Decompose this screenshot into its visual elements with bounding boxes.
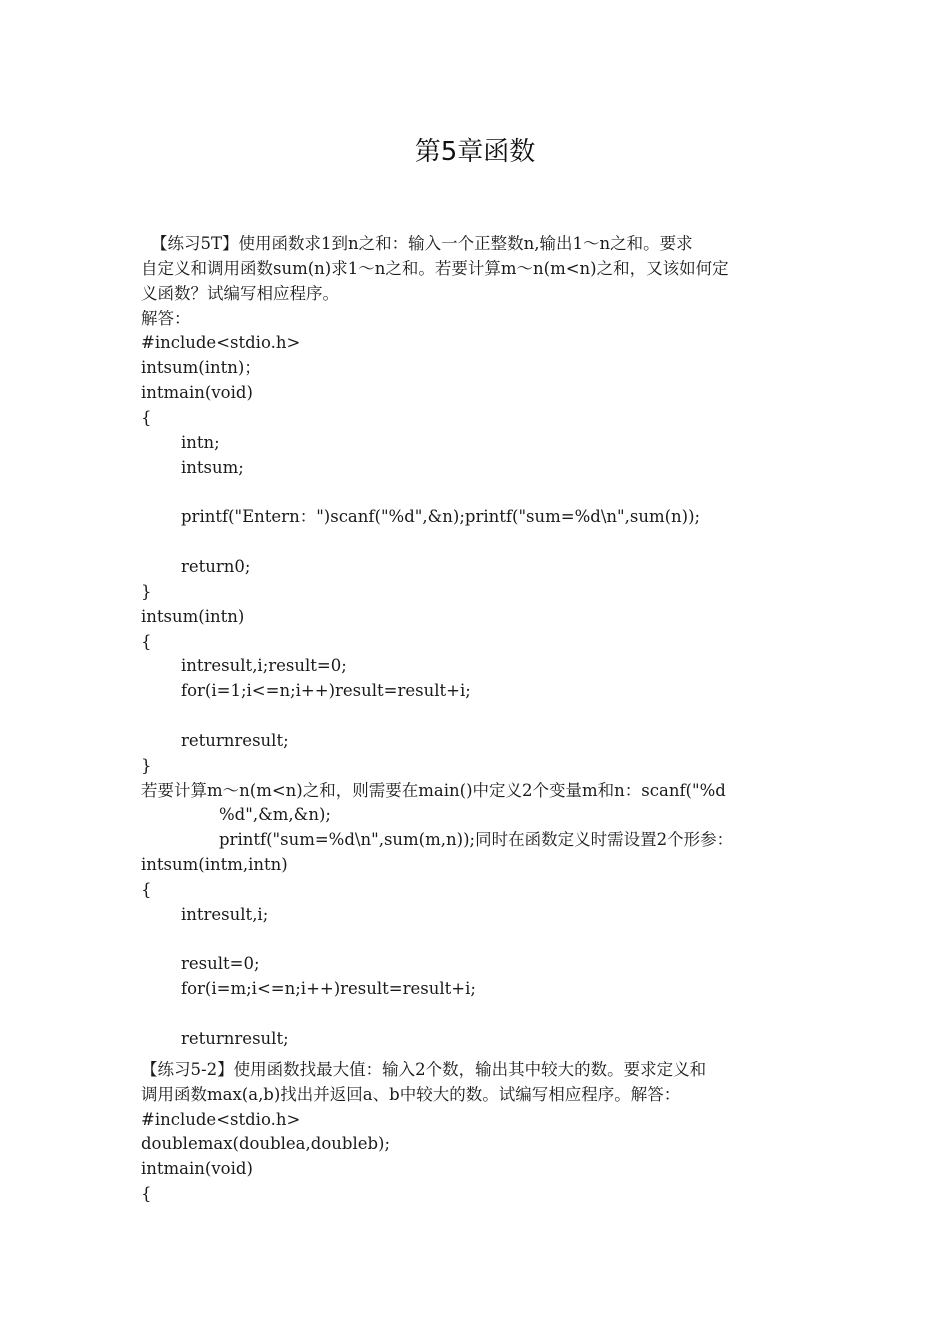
document-body bbox=[141, 232, 809, 1207]
exercise-2-statement-line-1: 【练习5-2】使用函数找最大值：输入2个数，输出其中较大的数。要求定义和 bbox=[141, 1059, 707, 1079]
code-line: #include<stdio.h> bbox=[141, 1109, 301, 1129]
exercise-2-statement-line-2: 调用函数max(a,b)找出并返回a、b中较大的数。试编写相应程序。解答： bbox=[141, 1084, 681, 1104]
blank-line bbox=[141, 928, 809, 953]
code-line: { bbox=[141, 631, 152, 651]
note-line-2: %d",&m,&n); bbox=[219, 805, 331, 825]
code-line: intsum(intm,intn) bbox=[141, 855, 288, 875]
code-line: returnresult; bbox=[181, 1029, 289, 1048]
code-line: intsum(intn)； bbox=[141, 358, 261, 378]
code-line: doublemax(doublea,doubleb); bbox=[141, 1134, 391, 1154]
blank-line bbox=[141, 530, 809, 555]
code-line: returnresult; bbox=[181, 730, 289, 750]
exercise-1-statement-line-3: 义函数？试编写相应程序。 bbox=[141, 283, 339, 303]
code-line: result=0; bbox=[181, 954, 260, 974]
code-line: for(i=1;i<=n;i++)result=result+i; bbox=[181, 681, 471, 701]
code-line: { bbox=[141, 879, 152, 899]
code-line: } bbox=[141, 581, 152, 601]
code-line: { bbox=[141, 1184, 152, 1204]
answer-label: 解答： bbox=[141, 308, 191, 328]
code-line: printf("Entern：")scanf("%d",&n);printf("sum=%d\n",sum(n)); bbox=[181, 507, 701, 527]
note-line-1: 若要计算m〜n(m<n)之和，则需要在main()中定义2个变量m和n：scanf("%d bbox=[141, 780, 726, 800]
code-line: intsum(intn) bbox=[141, 606, 245, 626]
code-line: { bbox=[141, 407, 152, 427]
code-line: intmain(void) bbox=[141, 1159, 253, 1179]
code-line: intresult,i;result=0; bbox=[181, 656, 347, 676]
code-line: for(i=m;i<=n;i++)result=result+i; bbox=[181, 979, 476, 999]
blank-line bbox=[141, 480, 809, 505]
code-line: intn; bbox=[181, 432, 220, 452]
chapter-title: 第5章函数 bbox=[414, 137, 536, 167]
code-line: intresult,i; bbox=[181, 904, 269, 924]
note-line-3: printf("sum=%d\n",sum(m,n));同时在函数定义时需设置2个形参： bbox=[219, 830, 734, 850]
exercise-1-statement-line-1: 【练习5T】使用函数求1到n之和：输入一个正整数n,输出1〜n之和。要求 bbox=[151, 234, 693, 253]
code-line: intsum; bbox=[181, 457, 244, 477]
code-line: #include<stdio.h> bbox=[141, 333, 301, 353]
blank-line bbox=[141, 704, 809, 729]
blank-line bbox=[141, 1002, 809, 1027]
code-line: intmain(void) bbox=[141, 383, 253, 403]
code-line: } bbox=[141, 755, 152, 775]
exercise-1-statement-line-2: 自定义和调用函数sum(n)求1〜n之和。若要计算m〜n(m<n)之和，又该如何定 bbox=[141, 258, 729, 278]
code-line: return0; bbox=[181, 556, 251, 576]
